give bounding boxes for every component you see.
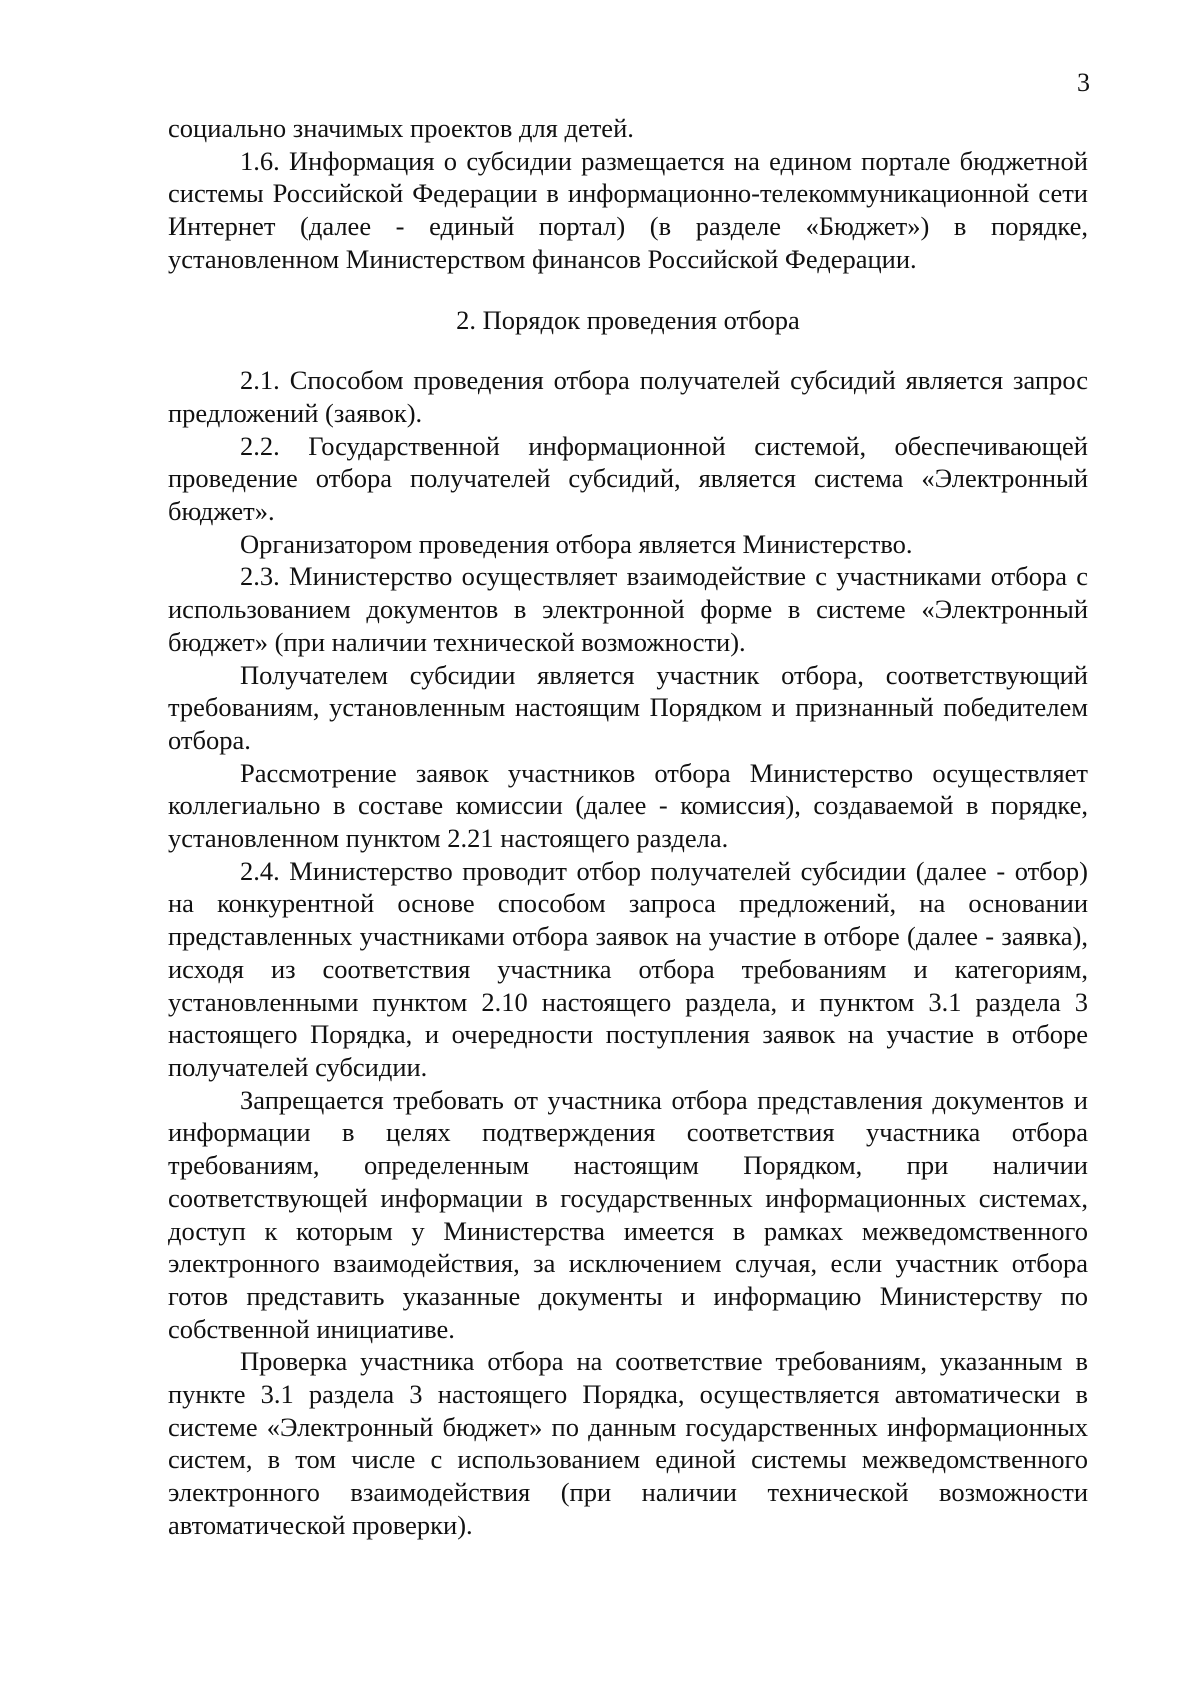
paragraph-prohibition: Запрещается требовать от участника отбора представления документов и информации в целях подтверждения соответствия участника отбора требованиям, определенным настоящим Порядком, при наличии соответствующей информации в государственных информационных системах, доступ к которым у Министерства имеется в рамках межведомственного электронного взаимодействия, за исключением случая, если участник отбора готов представить указанные документы и информацию Министерству по собственной инициативе.	[168, 1084, 1088, 1344]
page-number: 3	[1077, 68, 1090, 97]
paragraph-organizer: Организатором проведения отбора является Министерство.	[240, 528, 913, 559]
paragraph-review: Рассмотрение заявок участников отбора Министерство осуществляет коллегиально в составе комиссии (далее - комиссия), создаваемой в порядке, установленном пунктом 2.21 настоящего раздела.	[168, 757, 1088, 854]
paragraph-2-3: 2.3. Министерство осуществляет взаимодействие с участниками отбора с использованием документов в электронной форме в системе «Электронный бюджет» (при наличии технической возможности).	[168, 561, 1088, 657]
paragraph-verification: Проверка участника отбора на соответствие требованиям, указанным в пункте 3.1 раздела 3 настоящего Порядка, осуществляется автоматически в системе «Электронный бюджет» по данным государственных информационных систем, в том числе с использованием единой системы межведомственного электронного взаимодействия (при наличии технической возможности автоматической проверки).	[168, 1346, 1088, 1540]
paragraph-2-1: 2.1. Способом проведения отбора получателей субсидий является запрос предложений (заявок).	[168, 365, 1088, 428]
paragraph-recipient: Получателем субсидии является участник отбора, соответствующий требованиям, установленным настоящим Порядком и признанный победителем отбора.	[168, 659, 1088, 755]
paragraph-1-6: 1.6. Информация о субсидии размещается на едином портале бюджетной системы Российской Федерации в информационно-телекоммуникационной сети Интернет (далее - единый портал) (в разделе «Бюджет») в порядке, установленном Министерством финансов Российской Федерации.	[168, 145, 1088, 274]
paragraph-continuation: социально значимых проектов для детей.	[168, 113, 634, 143]
paragraph-2-2: 2.2. Государственной информационной системой, обеспечивающей проведение отбора получателей субсидий, является система «Электронный бюджет».	[168, 430, 1088, 527]
section-heading: 2. Порядок проведения отбора	[456, 304, 800, 335]
paragraph-2-4: 2.4. Министерство проводит отбор получателей субсидии (далее - отбор) на конкурентной основе способом запроса предложений, на основании представленных участниками отбора заявок на участие в отборе (далее - заявка), исходя из соответствия участника отбора требованиям и категориям, установленными пунктом 2.10 настоящего раздела, и пунктом 3.1 раздела 3 настоящего Порядка, и очередности поступления заявок на участие в отборе получателей субсидии.	[168, 855, 1088, 1082]
document-body	[168, 112, 1088, 1542]
